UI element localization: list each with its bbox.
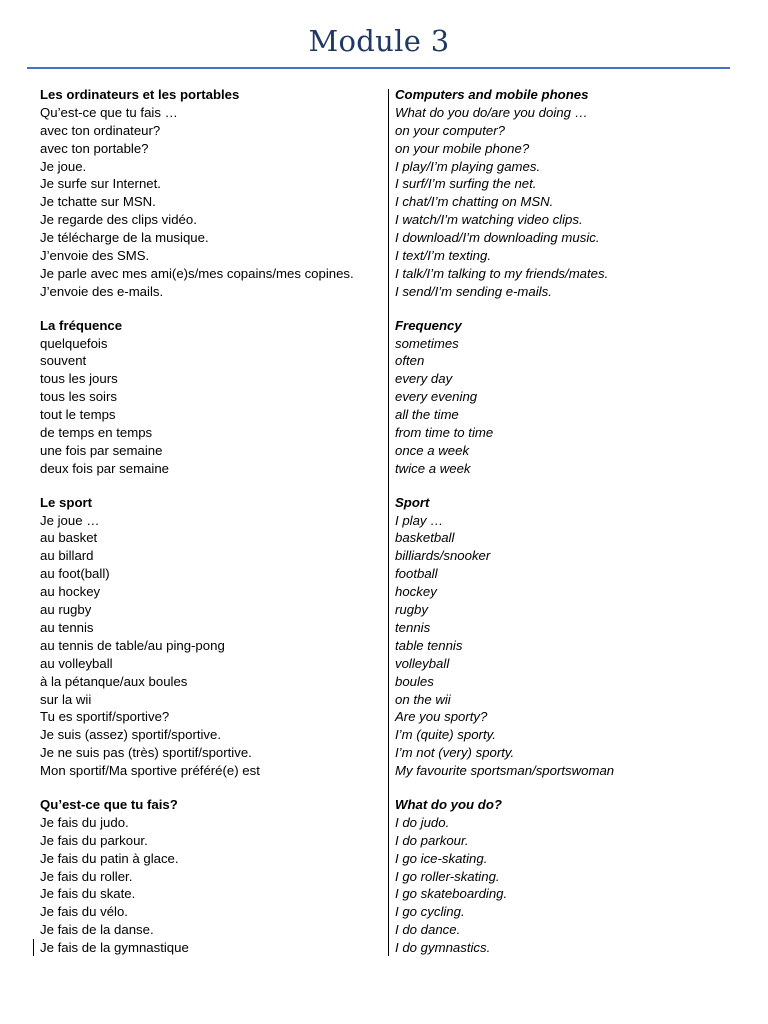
vocab-entry-fr: Je fais du parkour. [40,832,148,848]
vocab-entry-en: often [395,353,425,369]
vocab-entry-fr: quelquefois [40,335,108,351]
vocab-entry-fr: une fois par semaine [40,442,163,458]
french-column [40,86,385,973]
vocab-entry-en: I go ice-skating. [395,850,488,866]
vocab-entry-en: Are you sporty? [395,709,488,725]
vocab-entry-fr: Je suis (assez) sportif/sportive. [40,727,222,743]
text-cursor [33,939,34,956]
vocab-entry-en: I do gymnastics. [395,940,491,956]
vocab-entry-en: I do parkour. [395,832,469,848]
vocab-entry-fr: Je regarde des clips vidéo. [40,212,197,228]
vocab-entry-en: on your computer? [395,122,505,138]
vocab-entry-en: I surf/I’m surfing the net. [395,176,537,192]
vocab-entry-fr: à la pétanque/aux boules [40,673,188,689]
column-divider [388,89,389,956]
vocab-entry-en: on your mobile phone? [395,140,530,156]
vocab-entry-en: basketball [395,530,455,546]
vocab-entry-en: once a week [395,442,470,458]
vocab-entry-en: I play/I’m playing games. [395,158,541,174]
section-heading-en: What do you do? [395,796,502,812]
section-heading-fr: Les ordinateurs et les portables [40,87,240,102]
vocab-entry-fr: Je joue … [40,512,100,528]
vocab-entry-fr: J’envoie des e-mails. [40,283,164,299]
vocab-section-fr [40,86,385,301]
vocab-entry-en: I chat/I’m chatting on MSN. [395,194,554,210]
section-heading-fr: Qu’est-ce que tu fais? [40,796,178,812]
vocab-entry-en: from time to time [395,425,494,441]
vocab-entry-fr: Tu es sportif/sportive? [40,709,170,725]
vocab-entry-en: What do you do/are you doing … [395,104,588,120]
vocab-entry-fr: J’envoie des SMS. [40,248,150,264]
vocab-entry-fr: au tennis de table/au ping-pong [40,637,225,653]
vocab-entry-fr: Je fais du vélo. [40,904,128,920]
vocab-entry-en: I go roller-skating. [395,868,500,884]
vocab-entry-fr: au foot(ball) [40,566,110,582]
vocab-entry-fr: Je fais du patin à glace. [40,850,179,866]
vocab-entry-fr: Je télécharge de la musique. [40,230,209,246]
vocab-entry-en: rugby [395,602,428,618]
vocab-entry-fr: Mon sportif/Ma sportive préféré(e) est [40,763,260,779]
vocab-entry-fr: Je fais du skate. [40,886,136,902]
vocab-entry-fr: tous les jours [40,371,118,387]
vocab-entry-fr: sur la wii [40,691,92,707]
vocab-entry-en: I’m not (very) sporty. [395,745,515,761]
vocab-entry-en: every evening [395,389,478,405]
vocab-entry-fr: Je fais de la gymnastique [40,940,189,956]
english-column [395,86,745,973]
vocab-entry-en: every day [395,371,453,387]
vocab-entry-en: I’m (quite) sporty. [395,727,496,743]
vocab-entry-fr: Je surfe sur Internet. [40,176,161,192]
vocab-entry-en: I talk/I’m talking to my friends/mates. [395,265,609,281]
vocab-entry-fr: tous les soirs [40,389,117,405]
vocab-section-en [395,796,745,957]
vocab-entry-en: I go skateboarding. [395,886,508,902]
section-heading-fr: La fréquence [40,317,123,333]
vocab-section-fr [40,317,385,478]
vocab-entry-en: I do judo. [395,814,450,830]
vocab-entry-en: on the wii [395,691,451,707]
vocab-entry-fr: Je parle avec mes ami(e)s/mes copains/mes copines. [40,265,354,281]
section-heading-en: Computers and mobile phones [395,87,589,102]
vocab-entry-en: billiards/snooker [395,548,491,564]
section-heading-en: Sport [395,494,430,510]
vocab-section-fr [40,494,385,780]
vocab-entry-en: I play … [395,512,444,528]
vocab-entry-en: I go cycling. [395,904,465,920]
vocab-entry-en: tennis [395,619,431,635]
vocab-section-en [395,86,745,301]
vocab-entry-fr: Je fais du judo. [40,814,129,830]
vocab-entry-fr: Je tchatte sur MSN. [40,194,156,210]
vocab-entry-en: hockey [395,584,437,600]
vocab-entry-fr: au billard [40,548,94,564]
vocab-entry-en: I send/I’m sending e-mails. [395,283,552,299]
vocab-entry-fr: au rugby [40,602,92,618]
section-heading-en: Frequency [395,317,462,333]
vocab-section-fr [40,796,385,957]
vocab-entry-en: boules [395,673,434,689]
vocab-section-en [395,317,745,478]
section-heading-fr: Le sport [40,494,93,510]
vocab-entry-fr: Je ne suis pas (très) sportif/sportive. [40,745,252,761]
vocab-entry-en: twice a week [395,460,471,476]
vocab-section-en [395,494,745,780]
vocab-entry-fr: Je fais de la danse. [40,922,154,938]
vocab-entry-fr: au volleyball [40,655,113,671]
vocab-entry-fr: souvent [40,353,87,369]
vocab-entry-fr: Je fais du roller. [40,868,133,884]
vocab-entry-fr: deux fois par semaine [40,460,170,476]
vocab-entry-fr: au hockey [40,584,101,600]
vocab-entry-fr: Qu’est-ce que tu fais … [40,104,178,120]
vocab-entry-en: sometimes [395,335,459,351]
vocab-entry-fr: Je joue. [40,158,87,174]
page-title: Module 3 [308,24,450,58]
vocab-entry-en: all the time [395,407,459,423]
vocab-entry-fr: avec ton portable? [40,140,149,156]
vocab-entry-en: I watch/I’m watching video clips. [395,212,583,228]
vocab-entry-en: table tennis [395,637,463,653]
vocab-entry-fr: au tennis [40,619,94,635]
vocab-entry-en: I text/I’m texting. [395,248,492,264]
vocab-entry-en: I download/I’m downloading music. [395,230,600,246]
title-underline [27,67,730,69]
vocab-entry-en: I do dance. [395,922,461,938]
vocab-entry-en: My favourite sportsman/sportswoman [395,763,615,779]
vocab-entry-en: volleyball [395,655,450,671]
vocab-entry-en: football [395,566,438,582]
vocab-entry-fr: tout le temps [40,407,116,423]
vocab-entry-fr: au basket [40,530,98,546]
vocab-entry-fr: avec ton ordinateur? [40,122,161,138]
vocab-entry-fr: de temps en temps [40,425,153,441]
